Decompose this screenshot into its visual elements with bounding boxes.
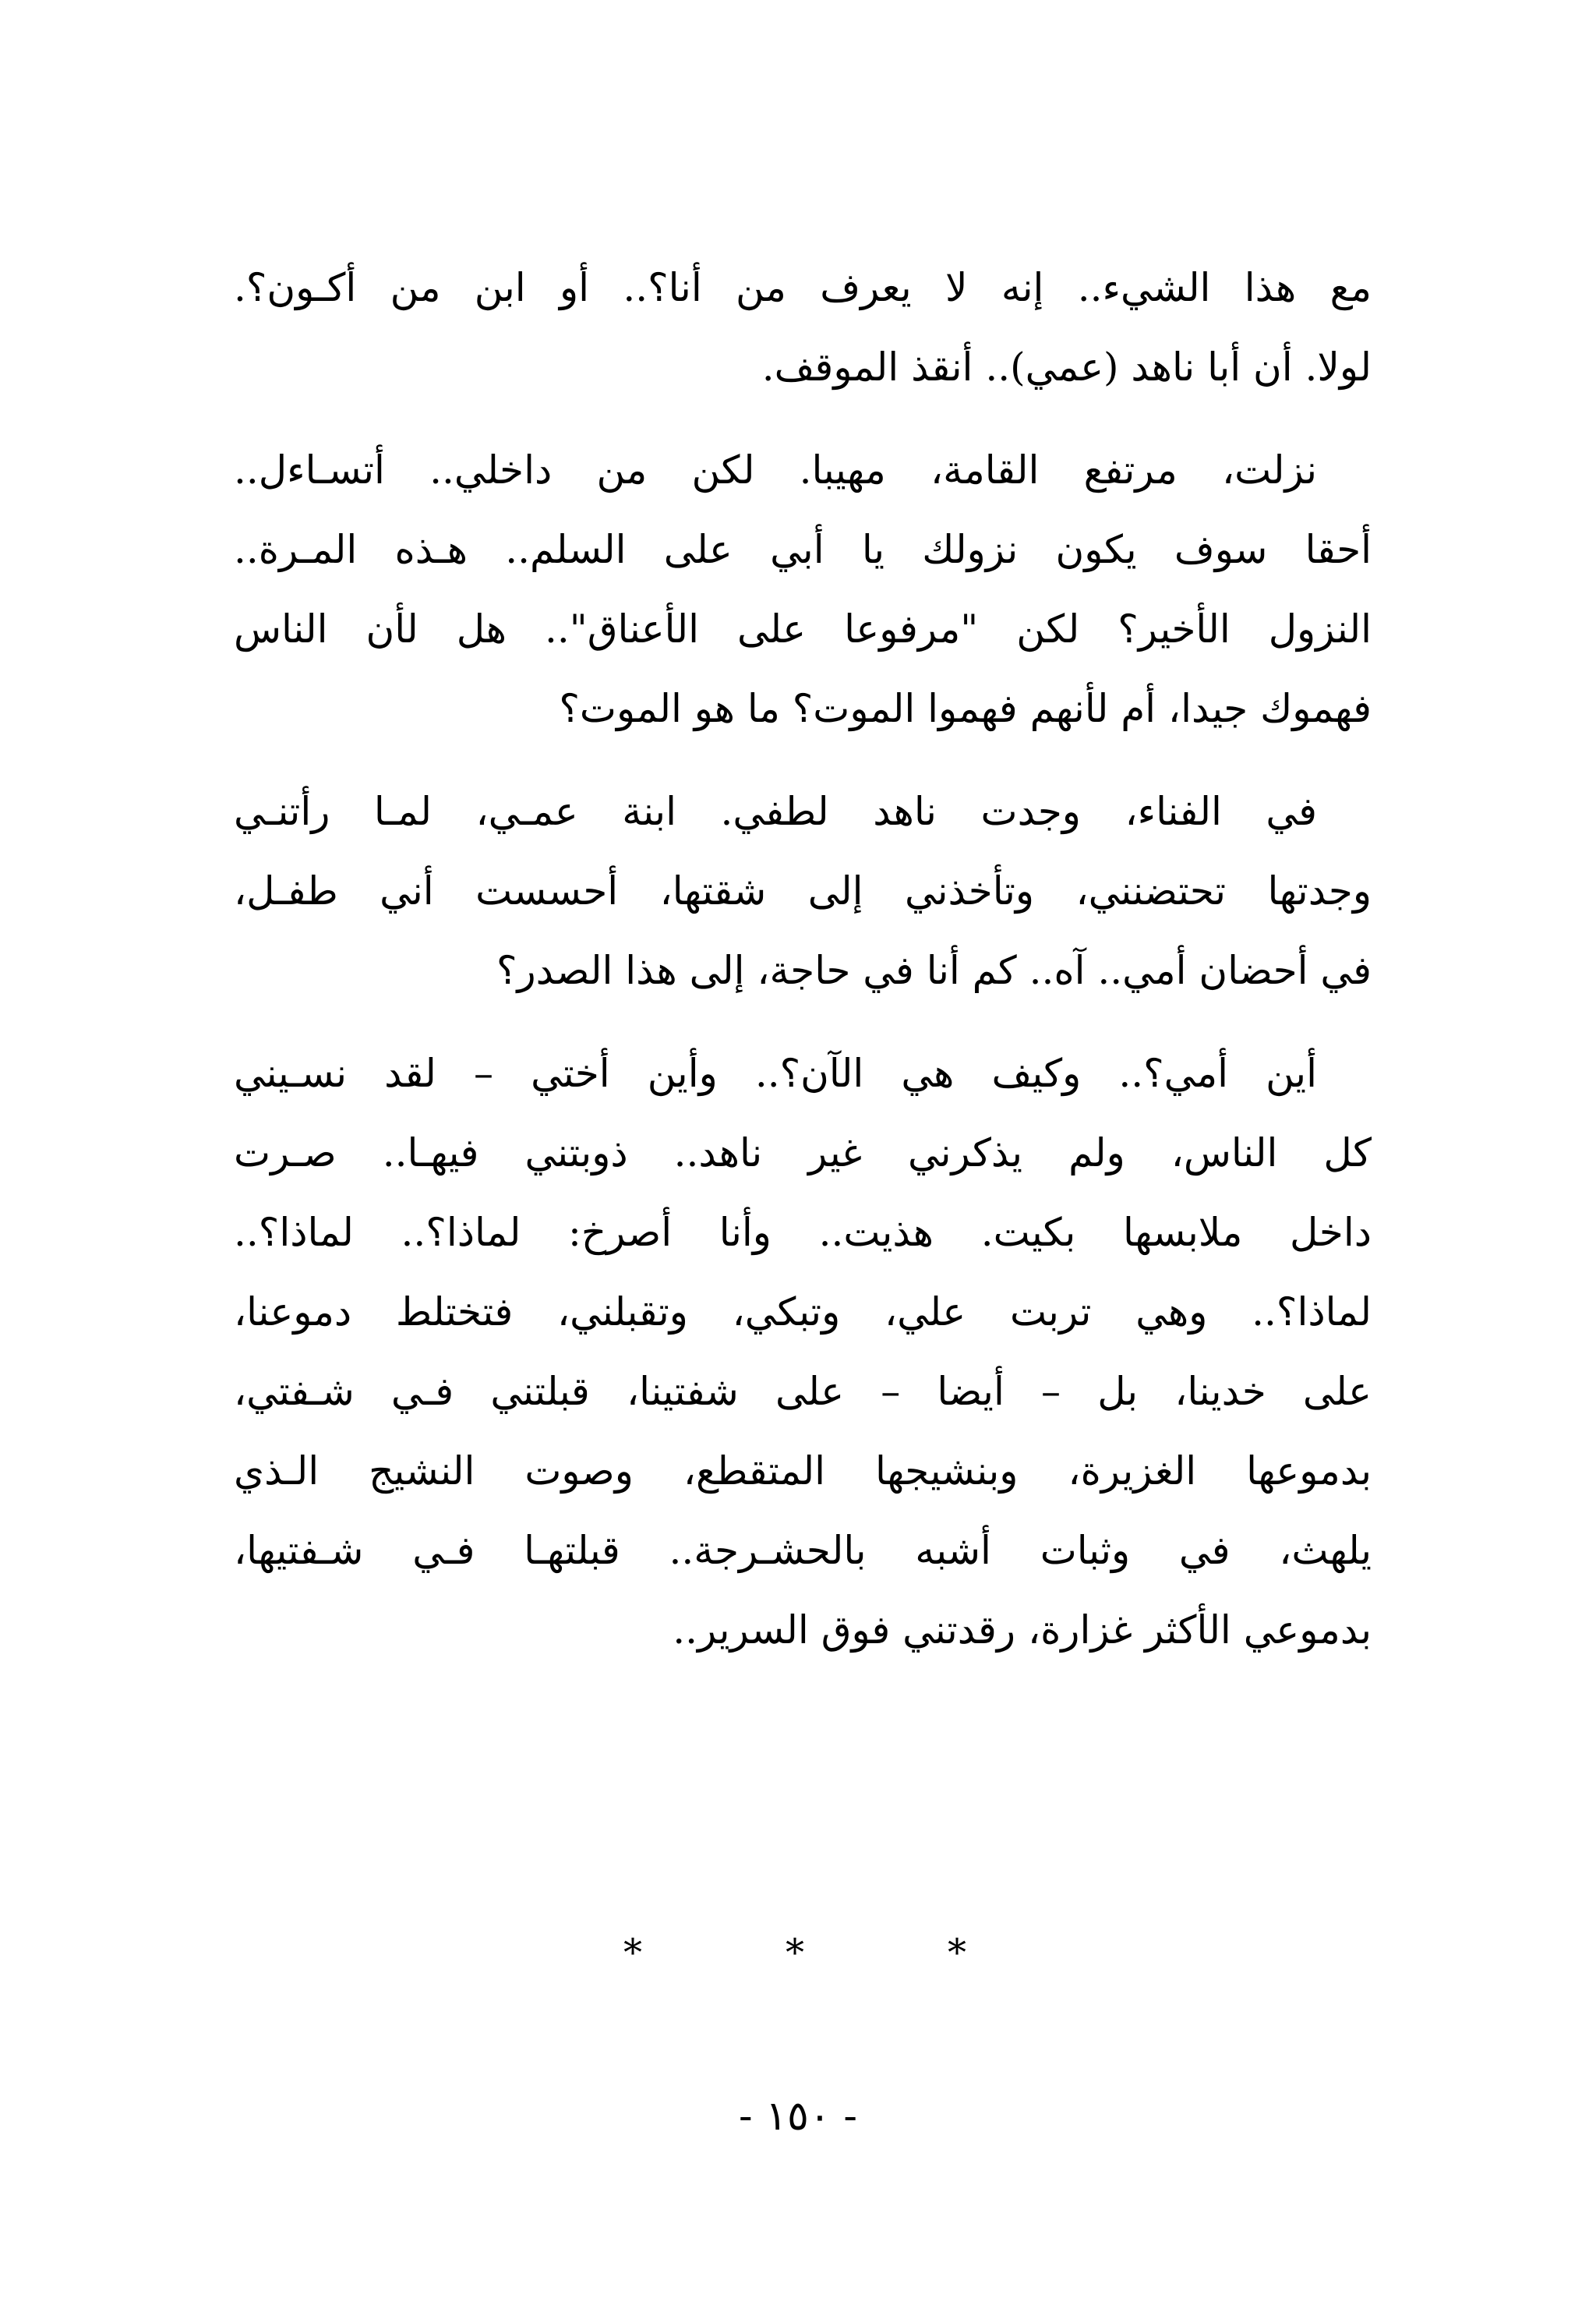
text-line: نزلت، مرتفع القامة، مهيبا. لكن من داخلي.. أتسـاءل.. — [234, 447, 1317, 493]
text-line: كل الناس، ولم يذكرني غير ناهد.. ذوبتني فيهـا.. صـرت — [234, 1130, 1372, 1175]
text-line: وجدتها تحتضنني، وتأخذني إلى شقتها، أحسست أني طفـل، — [234, 868, 1372, 914]
separator-asterisk: * — [786, 1931, 804, 1974]
page-number: - ١٥٠ - — [738, 2093, 857, 2140]
text-line: فهموك جيدا، أم لأنهم فهموا الموت؟ ما هو الموت؟ — [559, 686, 1372, 731]
text-line: لولا. أن أبا ناهد (عمي).. أنقذ الموقف. — [761, 345, 1372, 390]
text-line: في أحضان أمي.. آه.. كم أنا في حاجة، إلى هذا الصدر؟ — [496, 948, 1372, 993]
text-line: داخل ملابسها بكيت. هذيت.. وأنا أصرخ: لماذا؟.. لماذا؟.. — [234, 1210, 1372, 1255]
section-separator — [623, 1929, 966, 1976]
text-line: مع هذا الشيء.. إنه لا يعرف من أنا؟.. أو ابن من أكـون؟. — [234, 265, 1372, 310]
text-line: أين أمي؟.. وكيف هي الآن؟.. وأين أختي – لقد نسـيني — [234, 1051, 1317, 1096]
text-line: بدموعي الأكثر غزارة، رقدتني فوق السرير.. — [673, 1607, 1372, 1653]
page-body — [234, 248, 1372, 2041]
text-line: النزول الأخير؟ لكن "مرفوعا على الأعناق".. هل لأن الناس — [234, 606, 1372, 652]
text-line: على خدينا، بل – أيضا – على شفتينا، قبلتني فـي شـفتي، — [234, 1369, 1372, 1414]
text-line: بدموعها الغزيرة، وبنشيجها المتقطع، وصوت النشيج الـذي — [234, 1448, 1372, 1494]
paragraph-3 — [234, 772, 1372, 1010]
paragraph-1 — [234, 248, 1372, 407]
text-line: لماذا؟.. وهي تربت علي، وتبكي، وتقبلني، فتختلط دموعنا، — [234, 1289, 1372, 1335]
paragraph-2 — [234, 430, 1372, 748]
text-line: أحقا سوف يكون نزولك يا أبي على السلم.. هـذه المـرة.. — [234, 527, 1372, 572]
paragraph-4 — [234, 1034, 1372, 1670]
separator-asterisk: * — [623, 1931, 642, 1974]
text-line: في الفناء، وجدت ناهد لطفي. ابنة عمـي، لمـا رأتنـي — [234, 789, 1317, 834]
text-line: يلهث، في وثبات أشبه بالحشـرجة.. قبلتهـا فـي شـفتيها، — [234, 1528, 1372, 1573]
separator-asterisk: * — [948, 1931, 966, 1974]
